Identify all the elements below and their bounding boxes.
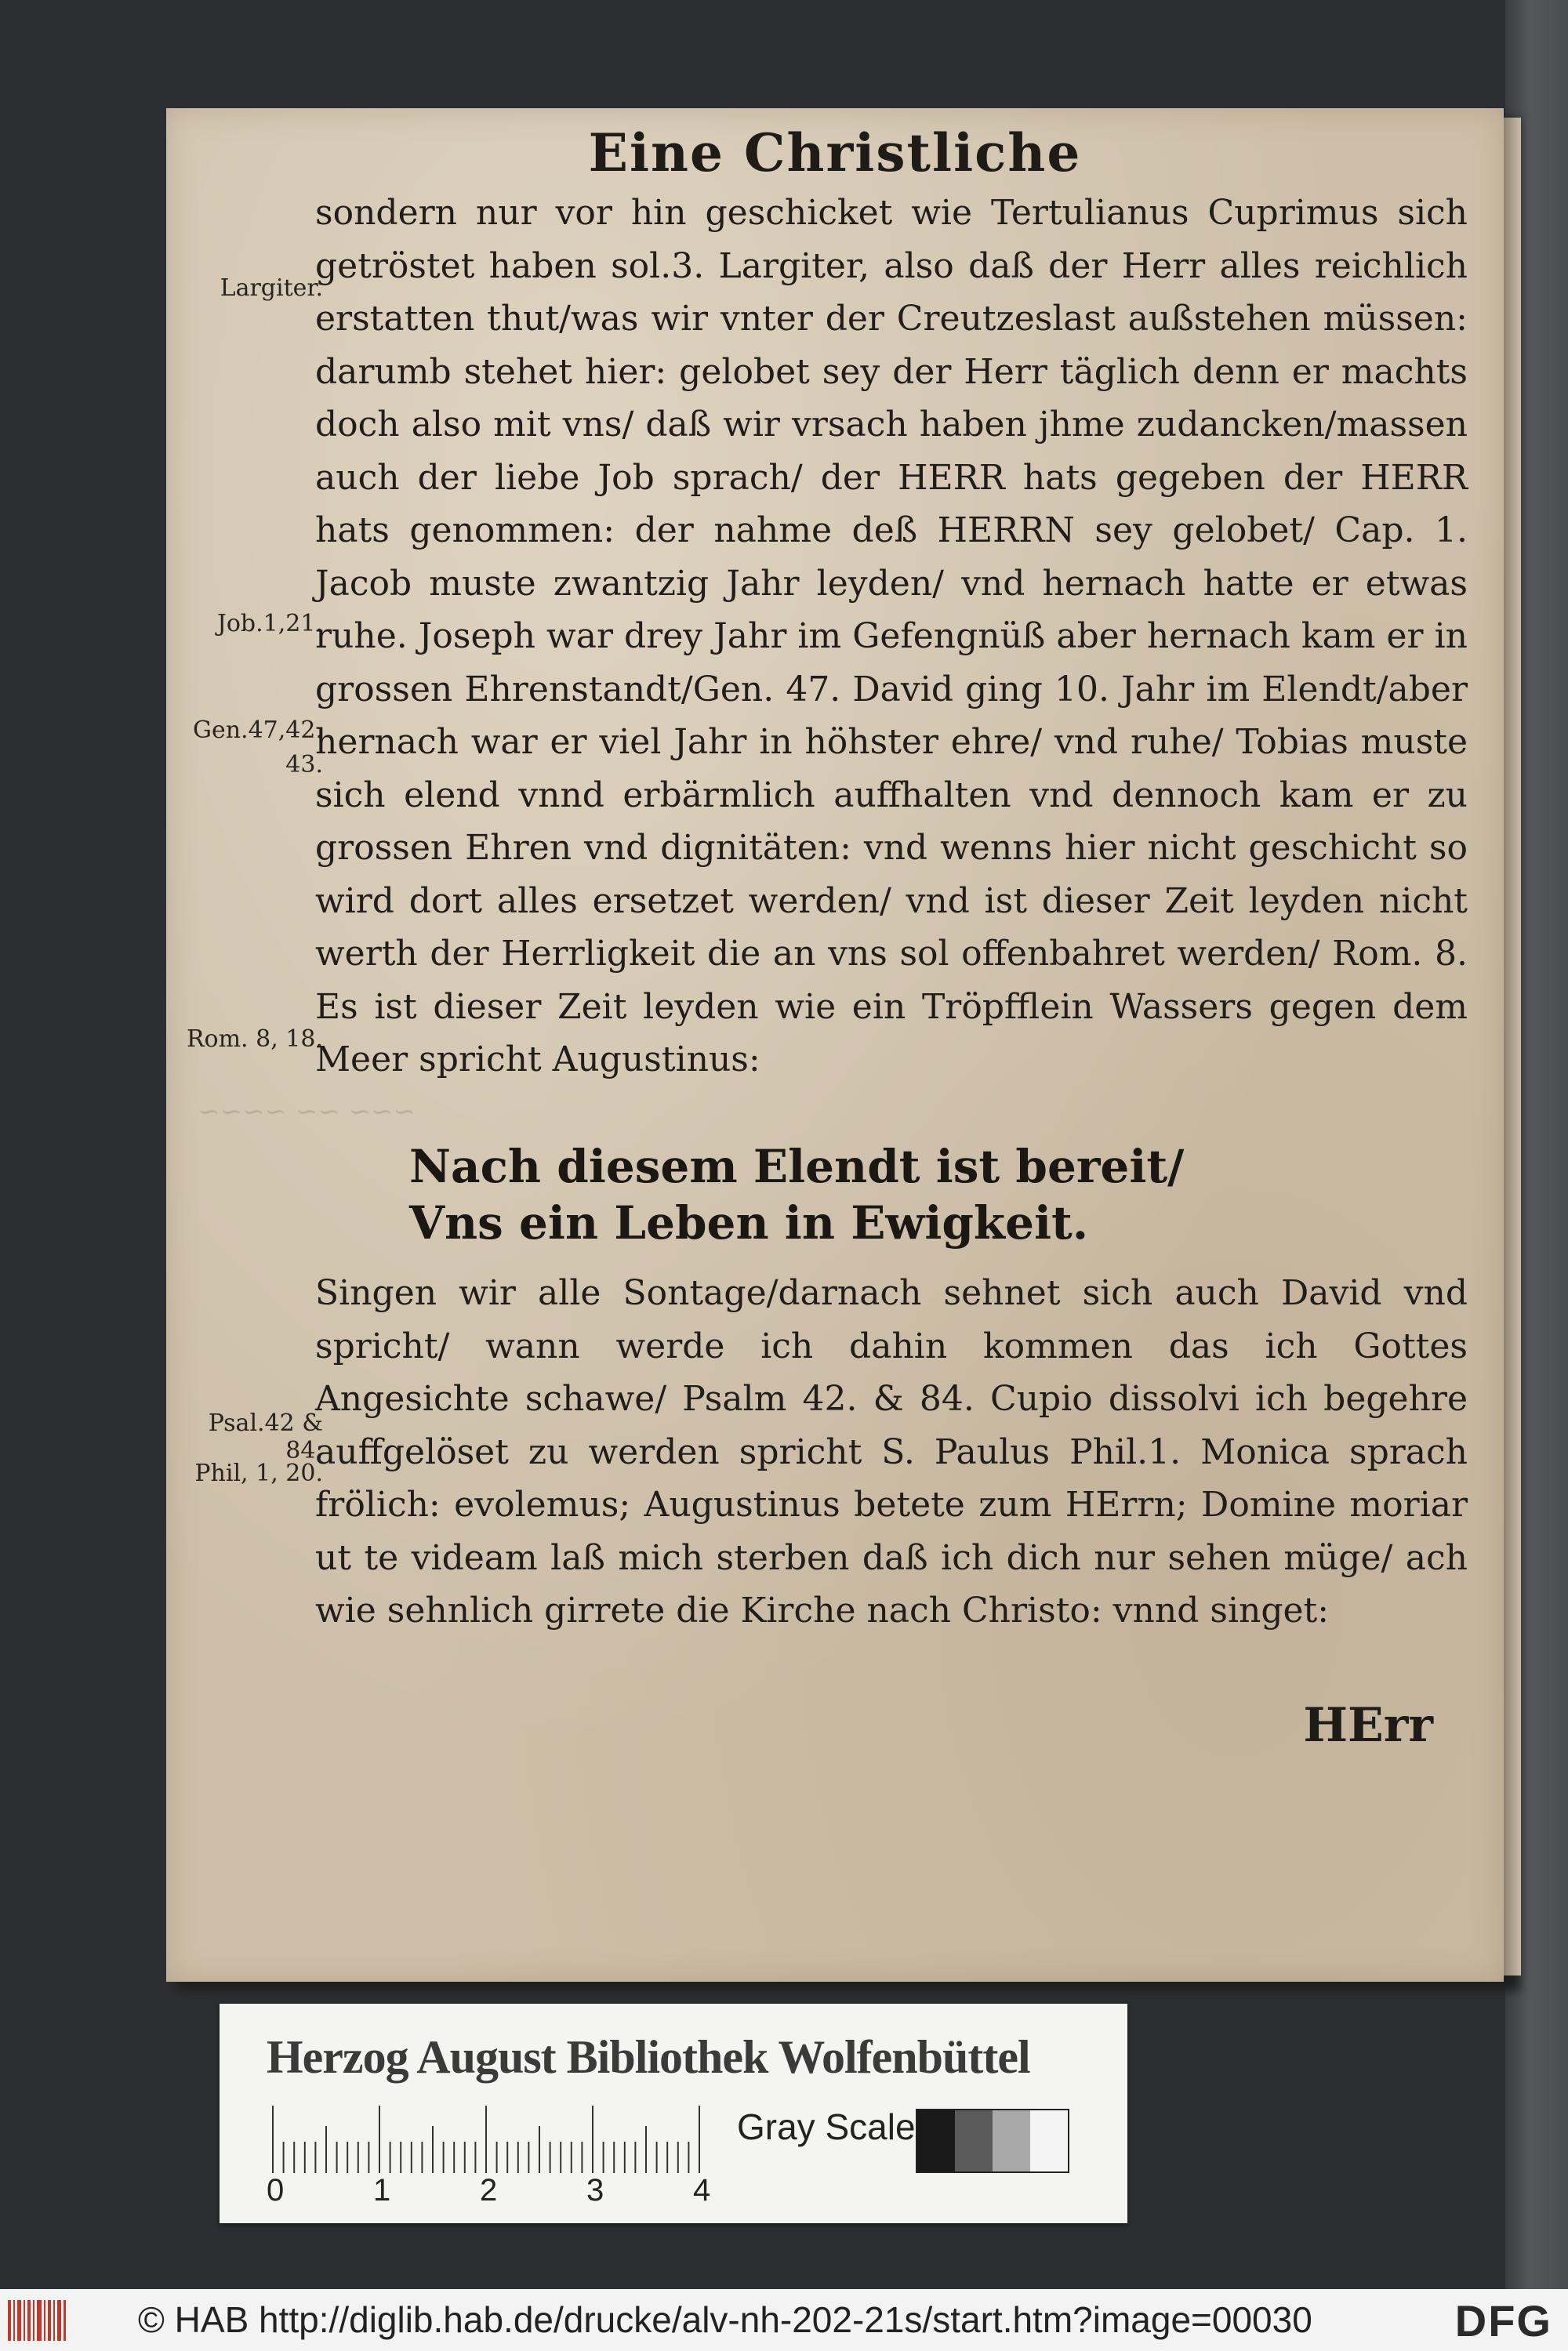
gray-swatch: [917, 2110, 955, 2171]
margin-note: Gen.47,42.: [193, 717, 323, 744]
verse-line: Vns ein Leben in Ewigkeit.: [409, 1196, 1089, 1250]
gray-scale-swatches: [916, 2109, 1069, 2173]
book-page: [166, 108, 1504, 1982]
ruler-number: 4: [693, 2173, 711, 2208]
dfg-logo: DFG: [1454, 2296, 1552, 2346]
ruler-number: 3: [586, 2173, 604, 2208]
margin-note: Psal.42 & 84.: [208, 1410, 323, 1464]
main-text: [315, 187, 1468, 1087]
verse-line: Nach diesem Elendt ist bereit/: [409, 1140, 1185, 1193]
ruler-numbers: [267, 2173, 737, 2212]
footer-credit-link[interactable]: © HAB http://diglib.hab.de/drucke/alv-nh-202-21s/start.htm?image=00030: [138, 2299, 1312, 2340]
barcode-icon: [6, 2300, 67, 2341]
main-text: [315, 1267, 1468, 1638]
gray-scale-label: Gray Scale: [737, 2106, 916, 2147]
margin-note: Largiter.: [220, 274, 323, 302]
margin-note: Rom. 8, 18.: [186, 1025, 323, 1053]
ruler-number: 1: [373, 2173, 391, 2208]
running-head: Eine Christliche: [588, 122, 1082, 183]
ink-bleed-through: ~~~ ~~ ~~~~: [198, 1096, 416, 1127]
catchword: HErr: [1303, 1698, 1433, 1753]
page-edge: [1504, 118, 1521, 1975]
ruler-number: 2: [480, 2173, 498, 2208]
library-color-card: [220, 2004, 1127, 2223]
gray-swatch: [993, 2110, 1030, 2171]
footer-bar: [0, 2289, 1568, 2351]
ruler-scale: [270, 2106, 709, 2173]
margin-note: Job.1,21.: [216, 610, 323, 637]
library-name: Herzog August Bibliothek Wolfenbüttel: [267, 2031, 1030, 2083]
paragraph: Singen wir alle Sontage/darnach sehnet sich auch David vnd spricht/ wann werde ich dahin kommen das ich Gottes Angesichte schawe/ Psalm 42. & 84. Cupio dissolvi ich begehre auffgelöset zu werden spricht S. Paulus Phil.1. Monica sprach frölich: evolemus; Augustinus betete zum HErrn; Domine moriar ut te videam laß mich sterben daß ich dich nur sehen müge/ ach wie sehnlich girrete die Kirche nach Christo: vnnd singet:: [315, 1273, 1468, 1631]
gray-swatch: [1030, 2110, 1068, 2171]
ruler-number: 0: [267, 2173, 285, 2208]
gray-swatch: [955, 2110, 993, 2171]
margin-note: Phil, 1, 20.: [194, 1460, 323, 1487]
margin-note: 43.: [285, 751, 323, 778]
paragraph: sondern nur vor hin geschicket wie Tertulianus Cuprimus sich getröstet haben sol.3. Largiter, also daß der Herr alles reichlich erstatten thut/was wir vnter der Creutzeslast außstehen müssen: darumb stehet hier: gelobet sey der Herr täglich denn er machts doch also mit vns/ daß wir vrsach haben jhme zudancken/massen auch der liebe Job sprach/ der HERR hats gegeben der HERR hats genommen: der nahme deß HERRN sey gelobet/ Cap. 1. Jacob muste zwantzig Jahr leyden/ vnd hernach hatte er etwas ruhe. Joseph war drey Jahr im Gefengnüß aber hernach kam er in grossen Ehrenstandt/Gen. 47. David ging 10. Jahr im Elendt/aber hernach war er viel Jahr in höhster ehre/ vnd ruhe/ Tobias muste sich elend vnnd erbärmlich auffhalten vnd dennoch kam er zu grossen Ehren vnd dignitäten: vnd wenns hier nicht geschicht so wird dort alles ersetzet werden/ vnd ist dieser Zeit leyden nicht werth der Herrligkeit die an vns sol offenbahret werden/ Rom. 8. Es ist dieser Zeit leyden wie ein Tröpfflein Wassers gegen dem Meer spricht Augustinus:: [315, 193, 1468, 1079]
